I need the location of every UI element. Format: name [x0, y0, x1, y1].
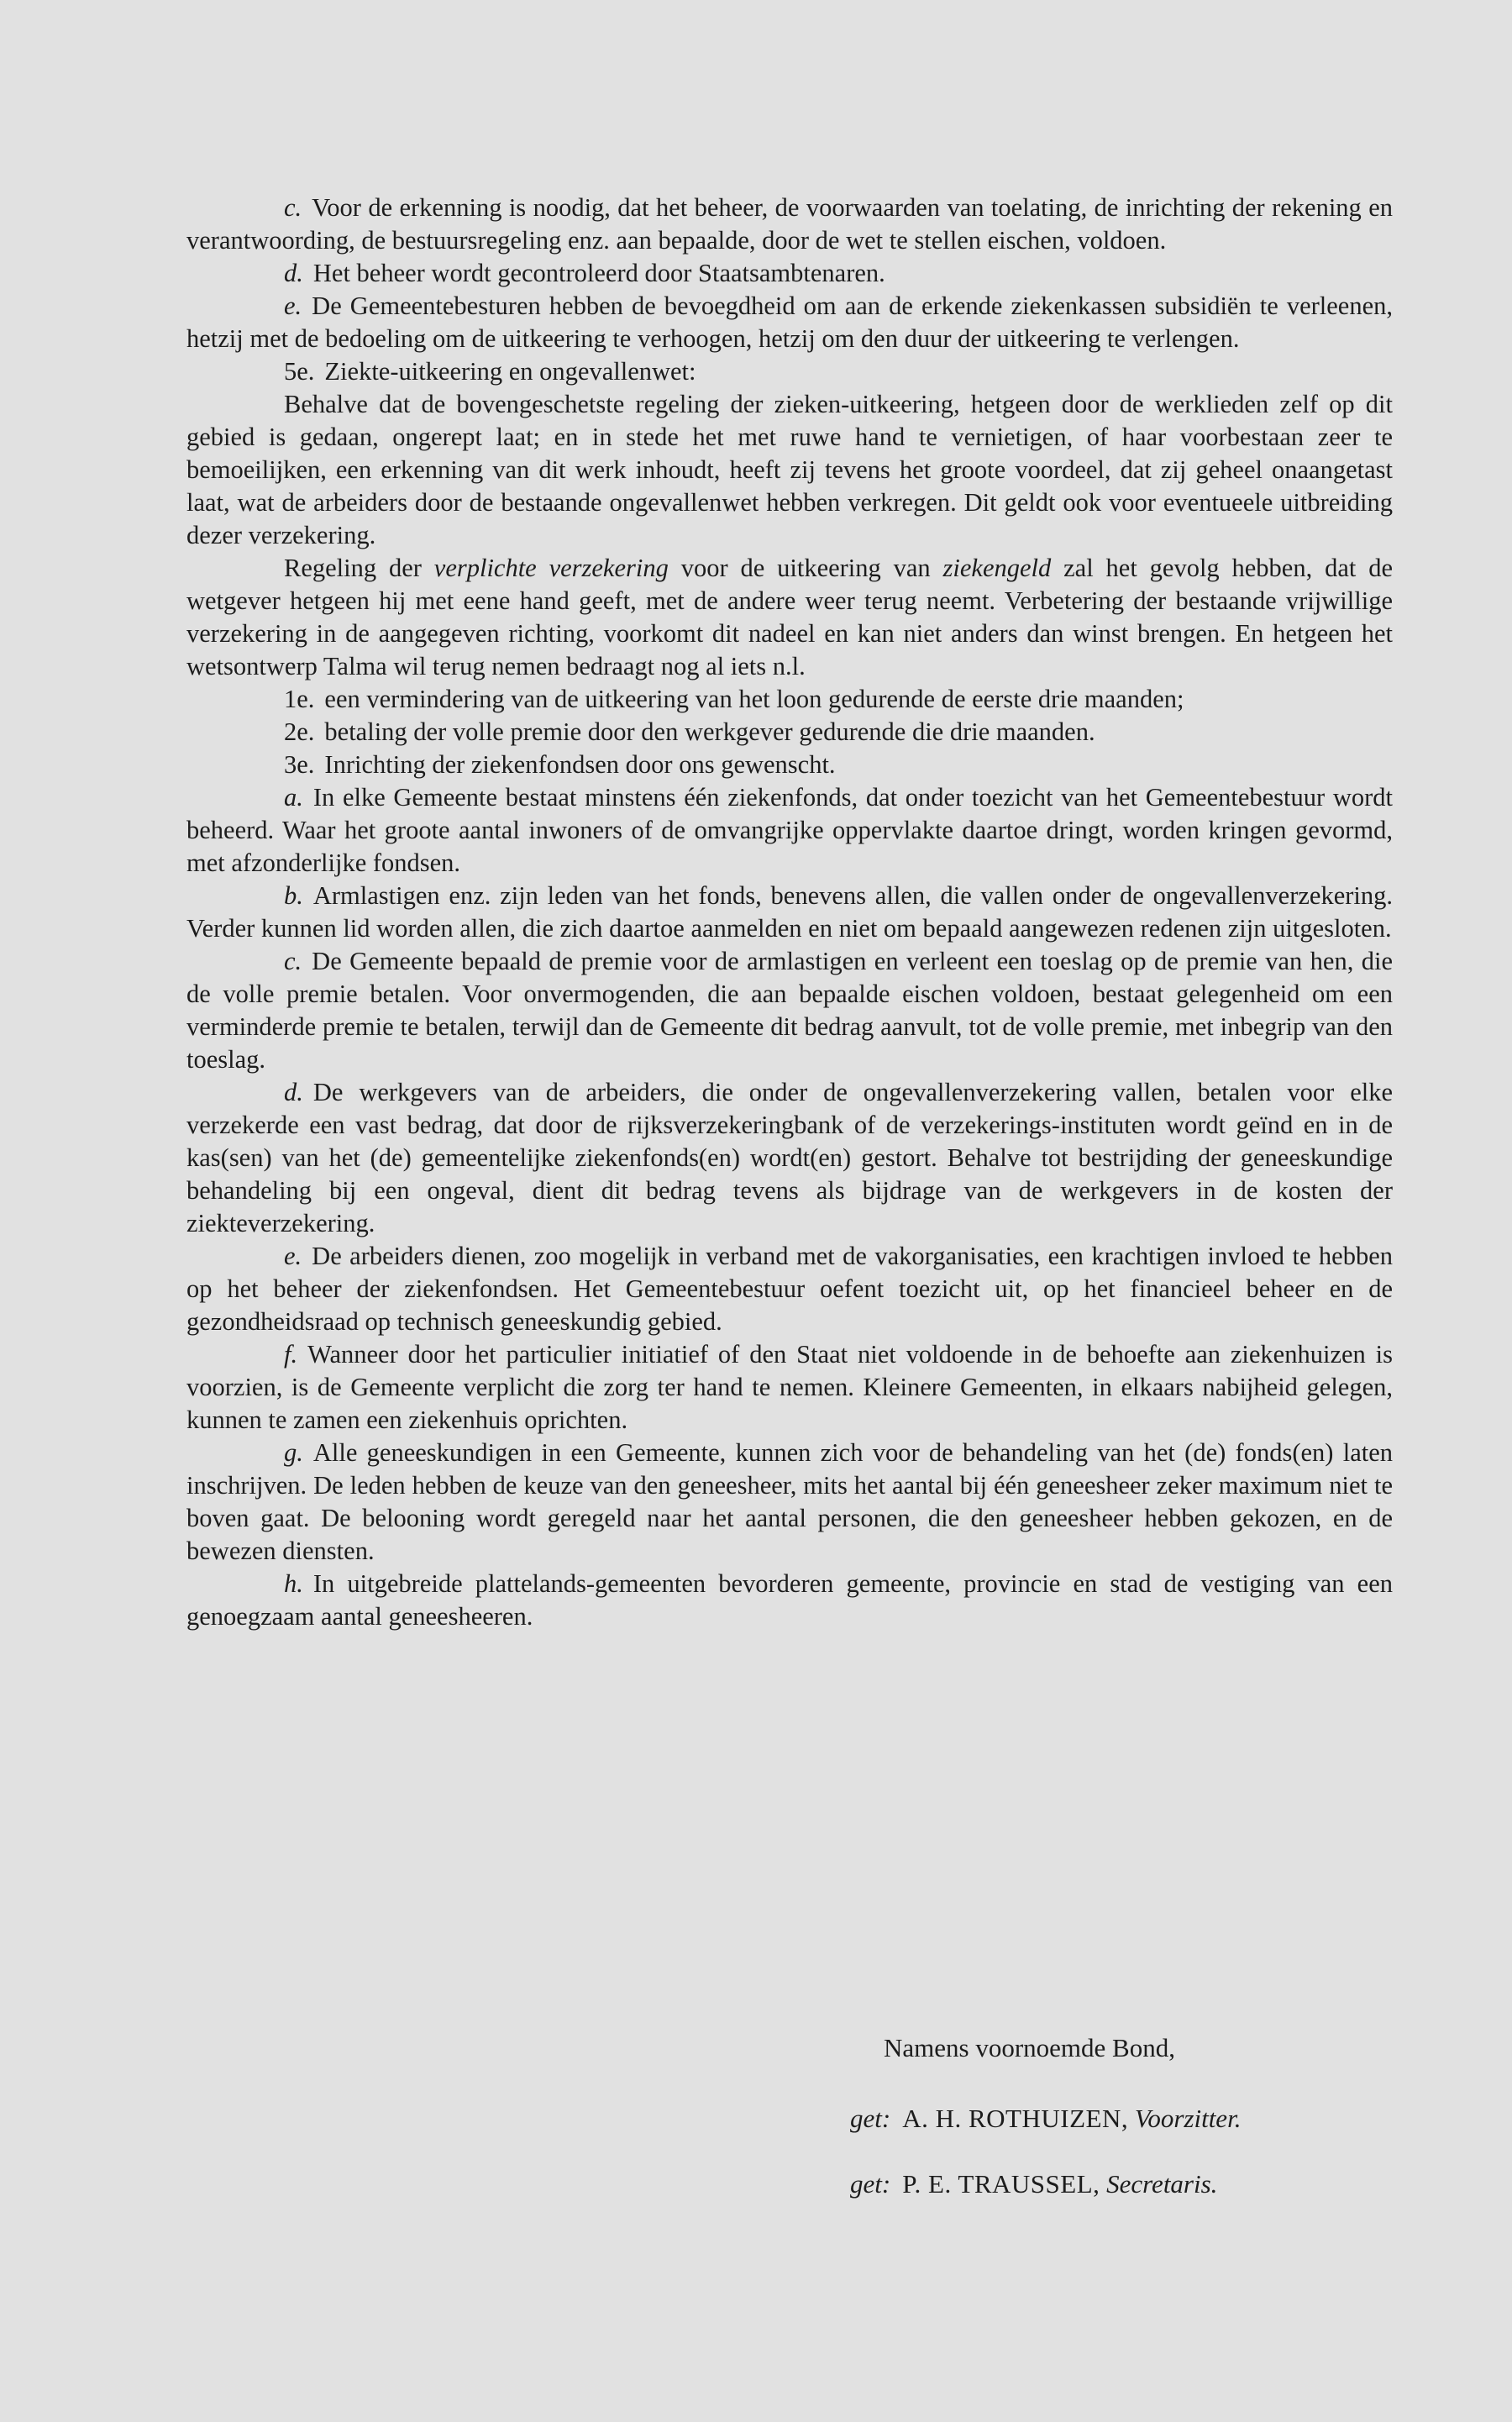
list-item-2e	[186, 716, 1393, 749]
item-marker: b.	[284, 881, 303, 910]
list-item-3e	[186, 749, 1393, 781]
paragraph-text: Alle geneeskundigen in een Gemeente, kunnen zich voor de behandeling van het (de) fonds(en) laten inschrijven. De leden hebben de keuze van den geneesheer, mits het aantal bij één geneesheer zeker maximum niet te boven gaat. De belooning wordt geregeld naar het aantal personen, die den geneesheer hebben gekozen, en de bewezen diensten.	[186, 1438, 1393, 1565]
item-marker: a.	[284, 783, 303, 812]
paragraph-text: Behalve dat de bovengeschetste regeling der zieken-uitkeering, hetgeen door de werklieden zelf op dit gebied is gedaan, ongerept laat; en in stede het met ruwe hand te vernietigen, of haar voorbestaan zeer te bemoeilijken, een erkenning van dit werk inhoudt, heeft zij tevens het groote voordeel, dat zij geheel onaangetast laat, wat de arbeiders door de bestaande ongevallenwet hebben verkregen. Dit geldt ook voor eventueele uitbreiding dezer verzekering.	[186, 390, 1393, 549]
item-marker: d.	[284, 259, 303, 287]
item-marker: e.	[284, 1242, 302, 1270]
signature-role: Voorzitter.	[1134, 2104, 1242, 2133]
paragraph-d-beheer	[186, 257, 1393, 290]
paragraph-e-gemeentebesturen	[186, 290, 1393, 355]
list-number: 3e.	[284, 750, 315, 779]
paragraph-c-premie	[186, 945, 1393, 1076]
paragraph-behalve	[186, 388, 1393, 552]
item-marker: c.	[284, 193, 302, 222]
item-marker: h.	[284, 1569, 303, 1598]
signature-prefix: get:	[850, 2104, 891, 2133]
section-heading-text: Ziekte-uitkeering en ongevallenwet:	[324, 357, 696, 386]
emphasis-ziekengeld: ziekengeld	[942, 554, 1052, 582]
paragraph-a-ziekenfonds	[186, 781, 1393, 880]
paragraph-text: De Gemeente bepaald de premie voor de armlastigen en verleent een toeslag op de premie van hen, die de volle premie betalen. Voor onvermogenden, die aan bepaalde eischen voldoen, bestaat gelegenheid om een verminderde premie te betalen, terwijl dan de Gemeente dit bedrag aanvult, tot de volle premie, met inbegrip van den toeslag.	[186, 947, 1393, 1074]
signature-name: A. H. ROTHUIZEN,	[902, 2104, 1129, 2133]
paragraph-h-plattelands	[186, 1568, 1393, 1633]
list-number: 2e.	[284, 717, 315, 746]
list-number: 1e.	[284, 685, 315, 713]
signature-name: P. E. TRAUSSEL,	[902, 2169, 1100, 2199]
paragraph-text: Het beheer wordt gecontroleerd door Staatsambtenaren.	[312, 259, 885, 287]
signature-prefix: get:	[850, 2169, 891, 2199]
paragraph-text: De werkgevers van de arbeiders, die onder de ongevallenverzekering vallen, betalen voor elke verzekerde een vast bedrag, dat door de rijksverzekeringbank of de verzekerings-instituten wordt geïnd en in de kas(sen) van het (de) gemeentelijke ziekenfonds(en) wordt(en) gestort. Behalve tot bestrijding der geneeskundige behandeling bij een ongeval, dient dit bedrag tevens als bijdrage van de werkgevers in de kosten der ziekteverzekering.	[186, 1078, 1393, 1237]
paragraph-text: In elke Gemeente bestaat minstens één ziekenfonds, dat onder toezicht van het Gemeentebestuur wordt beheerd. Waar het groote aantal inwoners of de omvangrijke oppervlakte daartoe dringt, worden kringen gevormd, met afzonderlijke fondsen.	[186, 783, 1393, 877]
section-heading-5e	[186, 355, 1393, 388]
paragraph-text: In uitgebreide plattelands-gemeenten bevorderen gemeente, provincie en stad de vestiging van een genoegzaam aantal geneesheeren.	[186, 1569, 1393, 1631]
paragraph-regeling	[186, 552, 1393, 683]
item-marker: f.	[284, 1340, 298, 1369]
item-marker: g.	[284, 1438, 303, 1467]
emphasis-verplichte-verzekering: verplichte verzekering	[433, 554, 669, 582]
paragraph-e-arbeiders	[186, 1240, 1393, 1338]
paragraph-text-after: zal het gevolg hebben, dat de wetgever hetgeen hij met eene hand geeft, met de andere weer terug neemt. Verbetering der bestaande vrijwillige verzekering in de aangegeven richting, voorkomt dit nadeel en kan niet anders dan winst brengen. En hetgeen het wetsontwerp Talma wil terug nemen bedraagt nog al iets n.l.	[186, 554, 1393, 680]
section-number: 5e.	[284, 357, 315, 386]
paragraph-g-geneeskundigen	[186, 1437, 1393, 1568]
signature-secretary	[850, 2167, 1217, 2201]
paragraph-text-before: Regeling der	[284, 554, 422, 582]
list-item-text: betaling der volle premie door den werkgever gedurende die drie maanden.	[324, 717, 1095, 746]
paragraph-text: Wanneer door het particulier initiatief of den Staat niet voldoende in de behoefte aan ziekenhuizen is voorzien, is de Gemeente verplicht die zorg ter hand te nemen. Kleinere Gemeenten, in elkaars nabijheid gelegen, kunnen te zamen een ziekenhuis oprichten.	[186, 1340, 1393, 1434]
item-marker: d.	[284, 1078, 303, 1106]
body-text	[186, 192, 1393, 1633]
paragraph-text: Voor de erkenning is noodig, dat het beheer, de voorwaarden van toelating, de inrichting der rekening en verantwoording, de bestuursregeling enz. aan bepaalde, door de wet te stellen eischen, voldoen.	[186, 193, 1393, 255]
signature-role: Secretaris.	[1106, 2169, 1218, 2199]
list-item-text: een vermindering van de uitkeering van het loon gedurende de eerste drie maanden;	[324, 685, 1184, 713]
paragraph-f-ziekenhuizen	[186, 1338, 1393, 1437]
closing-line: Namens voornoemde Bond,	[884, 2033, 1175, 2062]
list-item-text: Inrichting der ziekenfondsen door ons gewenscht.	[324, 750, 836, 779]
paragraph-text: De arbeiders dienen, zoo mogelijk in verband met de vakorganisaties, een krachtigen invloed te hebben op het beheer der ziekenfondsen. Het Gemeentebestuur oefent toezicht uit, op het financieel beheer en de gezondheidsraad op technisch geneeskundig gebied.	[186, 1242, 1393, 1336]
paragraph-text: De Gemeentebesturen hebben de bevoegdheid om aan de erkende ziekenkassen subsidiën te verleenen, hetzij met de bedoeling om de uitkeering te verhoogen, hetzij om den duur der uitkeering te verlengen.	[186, 292, 1393, 353]
item-marker: c.	[284, 947, 302, 975]
item-marker: e.	[284, 292, 302, 320]
list-item-1e	[186, 683, 1393, 716]
paragraph-c-erkenning	[186, 192, 1393, 257]
paragraph-b-armlastigen	[186, 880, 1393, 945]
paragraph-d-werkgevers	[186, 1076, 1393, 1240]
paragraph-text: Armlastigen enz. zijn leden van het fonds, benevens allen, die vallen onder de ongevallenverzekering. Verder kunnen lid worden allen, die zich daartoe aanmelden en niet om bepaald aangewezen redenen zijn uitgesloten.	[186, 881, 1393, 943]
signature-chairman	[850, 2102, 1241, 2136]
paragraph-text-middle: voor de uitkeering van	[680, 554, 931, 582]
